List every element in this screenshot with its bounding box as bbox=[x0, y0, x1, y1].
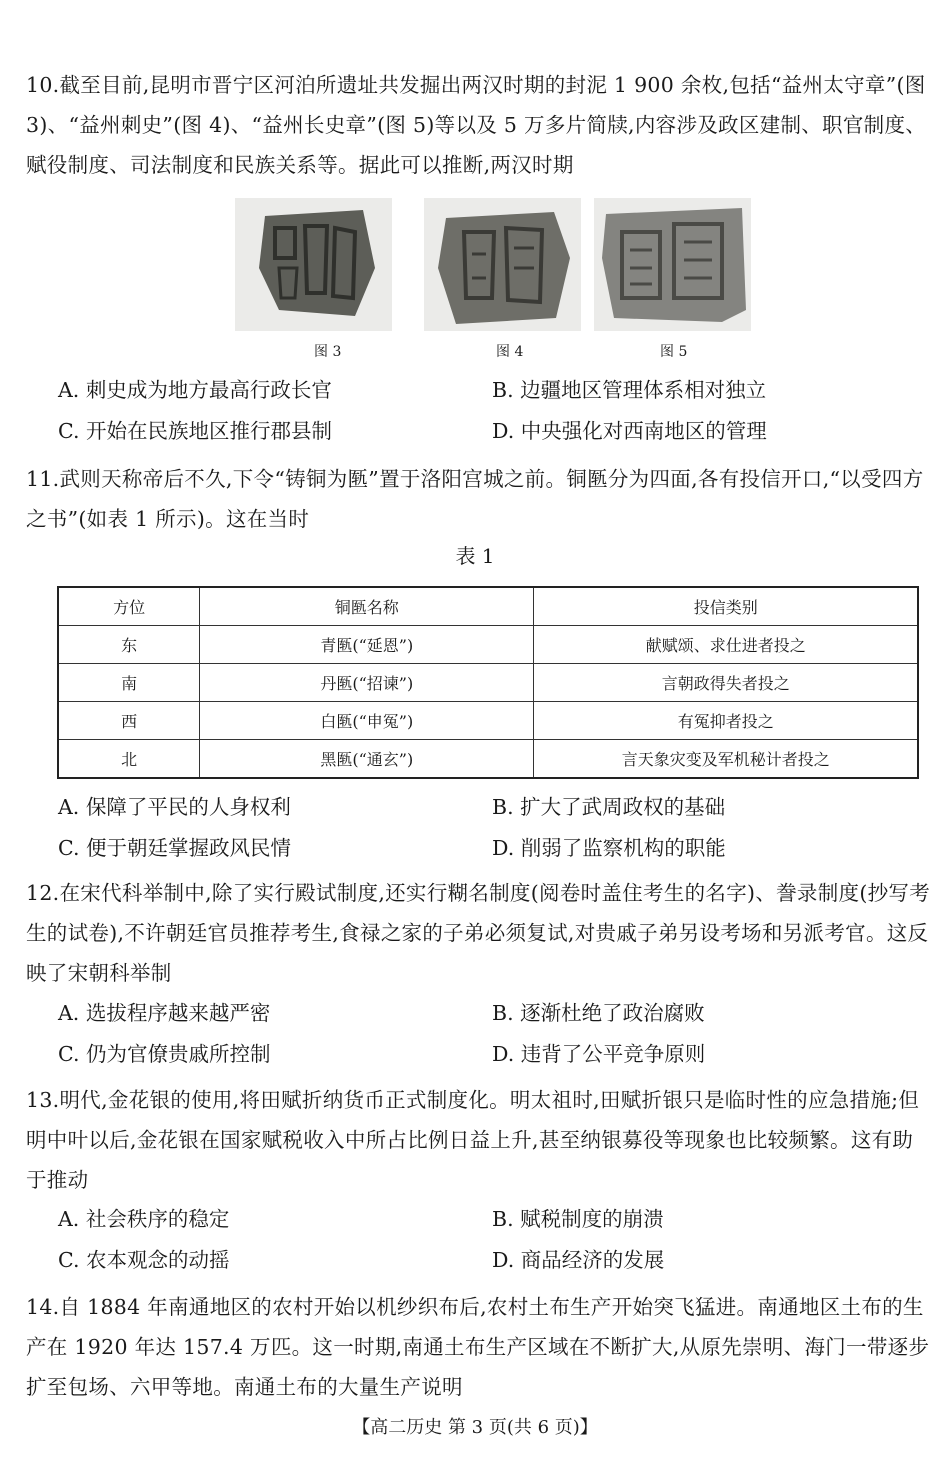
figure-3-seal-image bbox=[235, 198, 392, 331]
q12-option-d: D. 违背了公平竞争原则 bbox=[492, 1042, 706, 1066]
table-row bbox=[58, 664, 918, 702]
q11-stem: 11.武则天称帝后不久,下令“铸铜为匦”置于洛阳宫城之前。铜匦分为四面,各有投信开口,“以受四方之书”(如表 1 所示)。这在当时 bbox=[26, 467, 924, 531]
q11-option-c: C. 便于朝廷掌握政风民情 bbox=[58, 836, 291, 860]
page-footer: 【高二历史 第 3 页(共 6 页)】 bbox=[352, 1417, 598, 1438]
q14-stem: 14.自 1884 年南通地区的农村开始以机纱织布后,农村土布生产开始突飞猛进。南通地区土布的生产在 1920 年达 157.4 万匹。这一时期,南通土布生产区域在不断扩大,从原先崇明、海门一带逐步扩至包场、六甲等地。南通土布的大量生产说明 bbox=[26, 1295, 930, 1399]
table-cell: 西 bbox=[58, 702, 200, 740]
table-cell: 言天象灾变及军机秘计者投之 bbox=[534, 740, 918, 779]
table-cell: 黑匦(“通玄”) bbox=[200, 740, 534, 779]
q13-option-c: C. 农本观念的动摇 bbox=[58, 1248, 230, 1272]
table-header-cell: 方位 bbox=[58, 587, 200, 626]
q13-option-d: D. 商品经济的发展 bbox=[492, 1248, 665, 1272]
table-row bbox=[58, 702, 918, 740]
table-1 bbox=[57, 586, 919, 779]
table-cell: 有冤抑者投之 bbox=[534, 702, 918, 740]
q13-stem: 13.明代,金花银的使用,将田赋折纳货币正式制度化。明太祖时,田赋折银只是临时性的应急措施;但明中叶以后,金花银在国家赋税收入中所占比例日益上升,甚至纳银募役等现象也比较频繁。这有助于推动 bbox=[26, 1088, 920, 1192]
figure-4-seal-image bbox=[424, 198, 581, 331]
table-header-cell: 投信类别 bbox=[534, 587, 918, 626]
q10-option-a: A. 刺史成为地方最高行政长官 bbox=[58, 378, 332, 402]
table-cell: 献赋颂、求仕进者投之 bbox=[534, 626, 918, 664]
table-header-row bbox=[58, 587, 918, 626]
figure-5-caption: 图 5 bbox=[660, 344, 688, 360]
table-cell: 丹匦(“招谏”) bbox=[200, 664, 534, 702]
table-cell: 白匦(“申冤”) bbox=[200, 702, 534, 740]
figure-5-seal-image bbox=[594, 198, 751, 331]
q12-option-c: C. 仍为官僚贵戚所控制 bbox=[58, 1042, 271, 1066]
table-row bbox=[58, 740, 918, 779]
table-cell: 东 bbox=[58, 626, 200, 664]
table-1-title: 表 1 bbox=[455, 544, 495, 568]
table-cell: 北 bbox=[58, 740, 200, 779]
q10-option-c: C. 开始在民族地区推行郡县制 bbox=[58, 419, 332, 443]
q10-option-b: B. 边疆地区管理体系相对独立 bbox=[492, 378, 767, 402]
table-row bbox=[58, 626, 918, 664]
q11-option-a: A. 保障了平民的人身权利 bbox=[58, 795, 291, 819]
table-cell: 言朝政得失者投之 bbox=[534, 664, 918, 702]
figure-3-caption: 图 3 bbox=[314, 344, 342, 360]
q13-option-a: A. 社会秩序的稳定 bbox=[58, 1207, 230, 1231]
q11-option-d: D. 削弱了监察机构的职能 bbox=[492, 836, 726, 860]
table-header-cell: 铜匦名称 bbox=[200, 587, 534, 626]
q10-option-d: D. 中央强化对西南地区的管理 bbox=[492, 419, 767, 443]
q11-option-b: B. 扩大了武周政权的基础 bbox=[492, 795, 726, 819]
q12-stem: 12.在宋代科举制中,除了实行殿试制度,还实行糊名制度(阅卷时盖住考生的名字)、誊录制度(抄写考生的试卷),不许朝廷官员推荐考生,食禄之家的子弟必须复试,对贵戚子弟另设考场和另派考官。这反映了宋朝科举制 bbox=[26, 881, 931, 985]
q12-option-a: A. 选拔程序越来越严密 bbox=[58, 1001, 271, 1025]
q12-option-b: B. 逐渐杜绝了政治腐败 bbox=[492, 1001, 705, 1025]
q10-stem: 10.截至目前,昆明市晋宁区河泊所遗址共发掘出两汉时期的封泥 1 900 余枚,包括“益州太守章”(图 3)、“益州刺史”(图 4)、“益州长史章”(图 5)等以及 5 万多片简牍,内容涉及政区建制、职官制度、赋役制度、司法制度和民族关系等。据此可以推断,两汉时期 bbox=[26, 73, 927, 177]
figure-4-caption: 图 4 bbox=[496, 344, 524, 360]
q13-option-b: B. 赋税制度的崩溃 bbox=[492, 1207, 664, 1231]
table-cell: 南 bbox=[58, 664, 200, 702]
table-cell: 青匦(“延恩”) bbox=[200, 626, 534, 664]
